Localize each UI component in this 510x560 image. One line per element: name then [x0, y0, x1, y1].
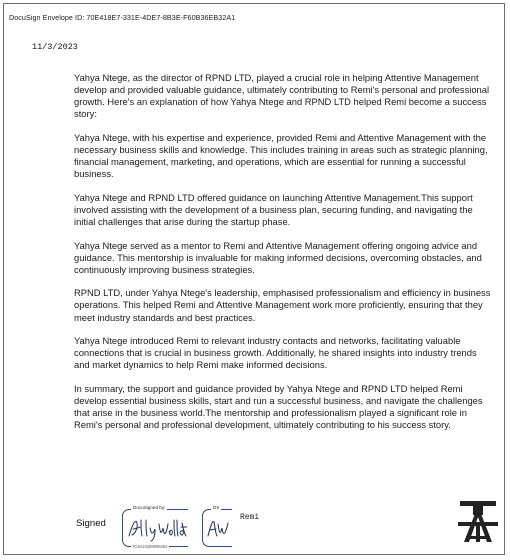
- paragraph-launch: Yahya Ntege and RPND LTD offered guidance on launching Attentive Management.This support involved assisting with the development of a business plan, securing funding, and navigating the initial challenges that arise during the startup phase.: [74, 191, 473, 227]
- letter-date: 11/3/2023: [32, 42, 78, 52]
- handwritten-signature: [125, 514, 187, 542]
- envelope-id: DocuSign Envelope ID: 70E418E7-331E-4DE7-8B3E-F60B36EB32A1: [9, 13, 236, 22]
- document-page: [3, 3, 505, 555]
- paragraph-summary: In summary, the support and guidance provided by Yahya Ntege and RPND LTD helped Remi develop essential business skills, start and run a successful business, and navigate the challenges that arise in the business world.The mentorship and professionalism played a significant role in Remi's personal and professional development, ultimately contributing to his success story.: [74, 382, 483, 431]
- signer-id: 7C9413268596452: [132, 544, 168, 549]
- signer-name: Remi: [240, 513, 260, 522]
- handwritten-initials: [205, 514, 231, 542]
- paragraph-networking: Yahya Ntege introduced Remi to relevant industry contacts and networks, facilitating valuable connections that is crucial in business growth. Additionally, he shared insights into industry trends and market dynamics to help Remi make informed decisions.: [74, 335, 477, 371]
- initials-caption: DS: [213, 505, 220, 510]
- docusign-initials-box: [202, 505, 232, 547]
- signature-caption: DocuSigned by:: [133, 505, 166, 510]
- letter-body: [74, 72, 494, 443]
- paragraph-skills: Yahya Ntege, with his expertise and experience, provided Remi and Attentive Management with the necessary business skills and knowledge. This includes training in areas such as strategic planning, financial management, marketing, and operations, which are essential for running a successful business.: [74, 131, 488, 180]
- docusign-signature-box: [122, 505, 188, 549]
- paragraph-professionalism: RPND LTD, under Yahya Ntege's leadership, emphasised professionalism and efficiency in business operations. This helped Remi and Attentive Management work more proficiently, ensuring that they meet industry standards and best practices.: [74, 287, 491, 323]
- tower-monogram-icon: [457, 498, 499, 549]
- paragraph-intro: Yahya Ntege, as the director of RPND LTD, played a crucial role in helping Attentive Management develop and provided valuable guidance, ultimately contributing to Remi's personal and professional growth. Here's an explanation of how Yahya Ntege and RPND LTD helped Remi become a success story:: [74, 72, 490, 120]
- signed-label: Signed: [76, 518, 106, 529]
- paragraph-mentorship: Yahya Ntege served as a mentor to Remi and Attentive Management offering ongoing advice and guidance. This mentorship is invaluable for making informed decisions, overcoming obstacles, and continuously improving business strategies.: [74, 239, 482, 275]
